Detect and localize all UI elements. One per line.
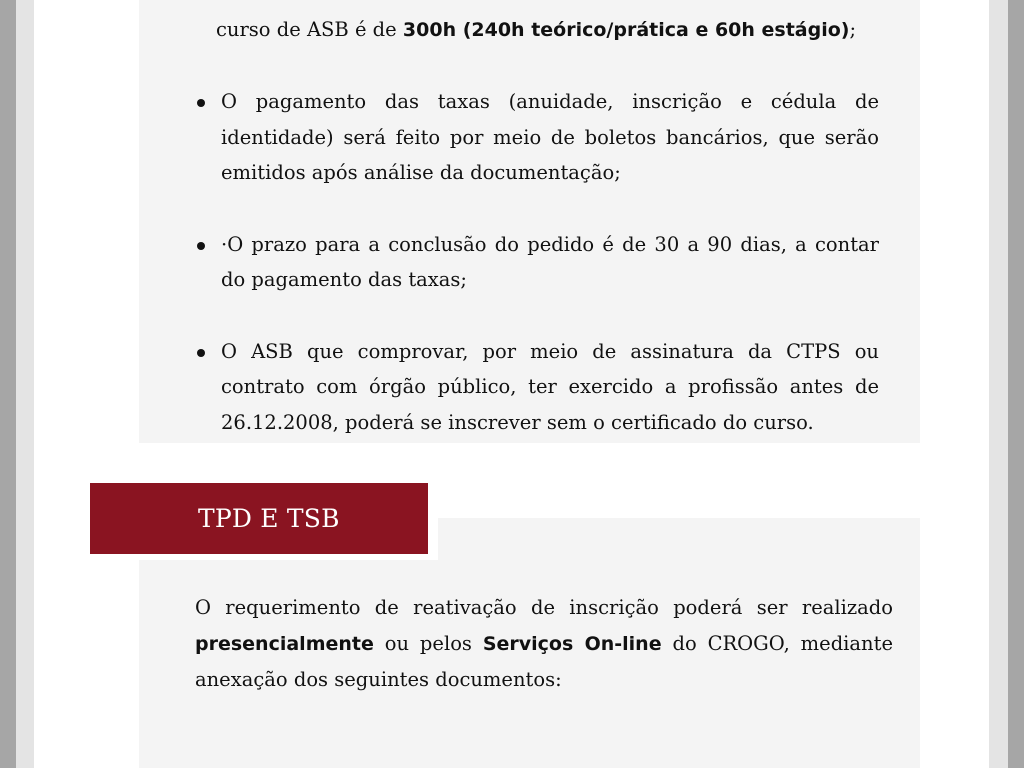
list-item-text: O pagamento das taxas (anuidade, inscrição e cédula de identidade) será feito por meio de boletos bancários, que serão emitidos após análise da documentação;: [221, 90, 879, 184]
list-item-text: ·O prazo para a conclusão do pedido é de 30 a 90 dias, a contar do pagamento das taxas;: [221, 232, 879, 291]
course-hours-bold: 300h (240h teórico/prática e 60h estágio): [402, 19, 850, 41]
intro-text-3: do CROGO, mediante anexação dos seguintes documentos:: [195, 631, 893, 691]
intro-text-1: O requerimento de reativação de inscrição poderá ser realizado: [195, 596, 893, 619]
bullet-icon: [197, 242, 205, 250]
page-border-left: [0, 0, 16, 768]
list-item-text: O ASB que comprovar, por meio de assinatura da CTPS ou contrato com órgão público, ter exercido a profissão antes de 26.12.2008, poderá se inscrever sem o certificado do curso.: [221, 339, 879, 434]
list-item: [195, 227, 879, 298]
page-margin-right: [989, 0, 1008, 768]
requirements-list: [195, 84, 879, 440]
course-hours-lead: curso de ASB é de: [216, 18, 403, 41]
bullet-icon: [197, 99, 205, 107]
course-hours-line: [216, 12, 896, 49]
bullet-icon: [197, 349, 205, 357]
list-item: [195, 84, 879, 191]
intro-text-2: ou pelos: [373, 631, 483, 655]
intro-bold-servicos-online: Serviços On-line: [482, 632, 662, 655]
intro-bold-presencialmente: presencialmente: [195, 632, 374, 655]
page-border-right: [1008, 0, 1024, 768]
course-hours-tail: ;: [849, 18, 857, 41]
list-item: [195, 334, 879, 441]
page-margin-left: [16, 0, 34, 768]
section-intro-paragraph: [195, 590, 893, 698]
section-heading-tpd-tsb: TPD E TSB: [90, 483, 428, 554]
